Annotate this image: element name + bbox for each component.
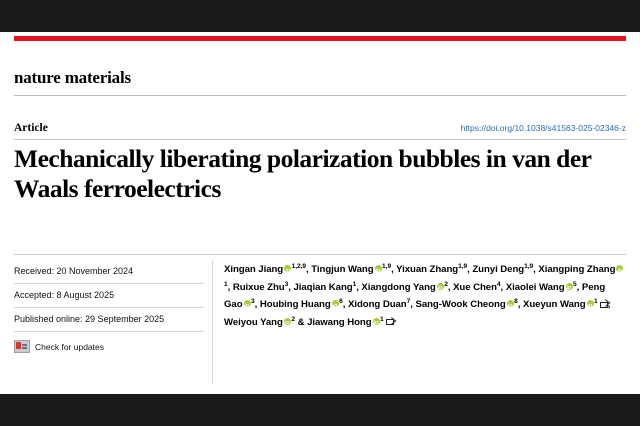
publication-dates — [14, 260, 204, 353]
author-name[interactable]: Tingjun Wang — [311, 264, 374, 276]
orcid-icon[interactable] — [616, 265, 623, 272]
accepted-date: Accepted: 8 August 2025 — [14, 284, 204, 308]
orcid-icon[interactable] — [507, 300, 514, 307]
email-icon[interactable] — [386, 319, 394, 325]
author-name[interactable]: Ruixue Zhu — [232, 281, 285, 293]
author-name[interactable]: Zunyi Deng — [472, 264, 525, 276]
author-affiliation: 1 — [594, 298, 598, 306]
author-affiliation: 1,9 — [458, 263, 468, 270]
divider-under-article-type — [14, 139, 626, 140]
author-name[interactable]: Xidong Duan — [348, 299, 407, 311]
author-affiliation: 4 — [496, 280, 501, 288]
crossmark-icon — [14, 340, 30, 353]
orcid-icon[interactable] — [332, 300, 339, 307]
divider-under-title — [14, 254, 626, 255]
author-affiliation: 1,9 — [524, 263, 534, 270]
orcid-icon[interactable] — [375, 265, 382, 272]
author-name[interactable]: Jiawang Hong — [307, 316, 372, 328]
author-name[interactable]: Peng Gao — [224, 281, 606, 311]
author-affiliation: 1 — [380, 315, 384, 323]
orcid-icon[interactable] — [587, 300, 594, 307]
check-for-updates-label: Check for updates — [35, 341, 104, 352]
author-affiliation: 6 — [339, 298, 343, 306]
author-name[interactable]: Xue Chen — [453, 281, 497, 293]
received-date: Received: 20 November 2024 — [14, 260, 204, 284]
red-top-rule — [14, 36, 626, 41]
orcid-icon[interactable] — [244, 300, 251, 307]
author-name[interactable]: Xueyun Wang — [523, 299, 586, 311]
published-date: Published online: 29 September 2025 — [14, 308, 204, 332]
author-affiliation: 7 — [406, 298, 411, 306]
author-affiliation: 3 — [251, 298, 255, 306]
author-affiliation: 1,2,9 — [291, 263, 307, 270]
author-name[interactable]: Xiangping Zhang — [538, 264, 616, 276]
author-name[interactable]: Sang-Wook Cheong — [415, 299, 506, 311]
ampersand: & — [297, 316, 305, 328]
author-affiliation: 5 — [573, 280, 577, 288]
orcid-icon[interactable] — [284, 265, 291, 272]
author-name[interactable]: Yixuan Zhang — [396, 264, 459, 276]
divider-under-journal — [14, 95, 626, 96]
orcid-icon[interactable] — [284, 318, 291, 325]
author-affiliation: 2 — [444, 280, 448, 288]
author-affiliation: 2 — [291, 315, 295, 323]
author-affiliation: 1 — [224, 280, 228, 288]
author-list: Xingan Jiang iD $^{1,2,9}$, Tingjun Wang iD $^{1,9}$, Yixuan Zhang$^{1,9}$, Zunyi Deng$^{1,9}$, Xiangping ZhangiD$^1$, Ruixue Zhu$^3$, Jiaqian Kang$^1$, Xiangdong Yang iD $^2$, Xue Chen$^4$, Xiaolei Wang iD $^5$, Peng Gao iD $^3$, Houbing Huang iD $^6$, Xidong Duan$^7$, Sang-Wook Cheong iD $^8$, Xueyun Wang iD $^1$ , Weiyou Yang iD $^2$ & Jiawang Hong iD $^1$ — [224, 260, 624, 330]
orcid-icon[interactable] — [437, 283, 444, 290]
author-name[interactable]: Xiangdong Yang — [361, 281, 436, 293]
author-name[interactable]: Xiaolei Wang — [505, 281, 565, 293]
author-affiliation: 3 — [284, 280, 289, 288]
orcid-icon[interactable] — [373, 318, 380, 325]
author-name[interactable]: Jiaqian Kang — [293, 281, 353, 293]
journal-name: nature materials — [14, 68, 131, 87]
author-affiliation: 8 — [514, 298, 518, 306]
paper-page — [0, 32, 640, 394]
author-name[interactable]: Weiyou Yang — [224, 316, 283, 328]
page-title: Mechanically liberating polarization bubbles in van der Waals ferroelectrics — [14, 144, 591, 203]
author-affiliation: 1,9 — [382, 263, 392, 270]
article-type-label: Article — [14, 122, 48, 134]
vertical-divider — [212, 260, 213, 384]
author-name[interactable]: Houbing Huang — [259, 299, 331, 311]
check-for-updates-button[interactable] — [14, 332, 204, 353]
author-affiliation: 1 — [352, 280, 357, 288]
doi-link[interactable]: https://doi.org/10.1038/s41563-025-02346-z — [460, 123, 626, 133]
author-name[interactable]: Xingan Jiang — [224, 264, 284, 276]
email-icon[interactable] — [600, 302, 608, 308]
orcid-icon[interactable] — [566, 283, 573, 290]
